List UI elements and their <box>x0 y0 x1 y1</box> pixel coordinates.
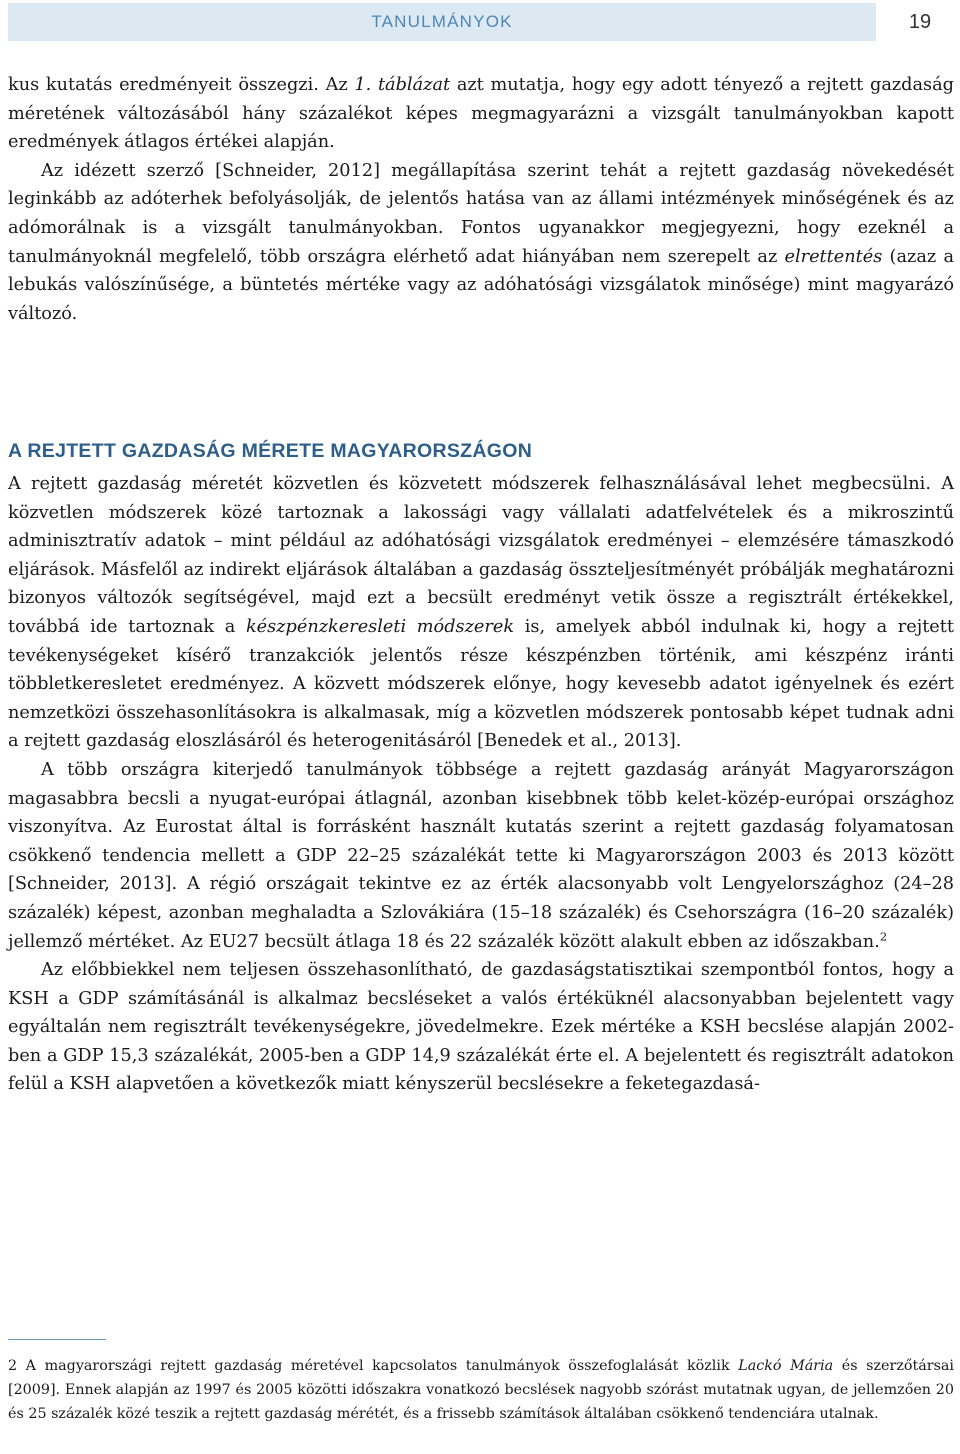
italic-term: készpénzkeresleti módszerek <box>245 616 515 637</box>
paragraph: Az idézett szerző [Schneider, 2012] megállapítása szerint tehát a rejtett gazdaság növekedését leginkább az adóterhek befolyásolják, de jelentős hatása van az állami intézmények minőségének és az adómorálnak is a vizsgált tanulmányokban. Fontos ugyanakkor megjegyezni, hogy ezeknél a tanulmányoknál megfelelő, több országra elérhető adat hiányában nem szerepelt az elrettentés (azaz a lebukás valószínűsége, a büntetés mértéke vagy az adóhatósági vizsgálatok minősége) mint magyarázó változó. <box>8 160 954 324</box>
italic-term: elrettentés <box>784 246 883 267</box>
paragraph: A rejtett gazdaság méretét közvetlen és közvetett módszerek felhasználásával lehet megbecsülni. A közvetlen módszerek közé tartoznak a lakossági vagy vállalati adatfelvételek és a mikroszintű adminisztratív adatok – mint például az adóhatósági vizsgálatok eredményei – elemzésére támaszkodó eljárások. Másfelől az indirekt eljárások általában a gazdaság összteljesítményét próbálják meghatározni bizonyos változók segítségével, majd ezt a becsült eredményt vetik össze a regisztrált értékekkel, továbbá ide tartoznak a készpénzkeresleti módszerek is, amelyek abból indulnak ki, hogy a rejtett tevékenységeket kísérő tranzakciók jelentős része készpénzben történik, ami készpénz iránti többletkeresletet eredményez. A közvett módszerek előnye, hogy kevesebb adatot igényelnek és ezért nemzetközi összehasonlításokra is alkalmasak, míg a közvetlen módszerek pontosabb képet tudnak adni a rejtett gazdaság eloszlásáról és heterogenitásáról [Benedek et al., 2013]. <box>8 474 954 752</box>
page-number: 19 <box>908 10 932 33</box>
body-text-block-2 <box>8 470 954 1099</box>
paragraph: A több országra kiterjedő tanulmányok többsége a rejtett gazdaság arányát Magyarországon magasabbra becsli a nyugat-európai átlagnál, azonban kisebbnek több kelet-közép-európai országhoz viszonyítva. Az Eurostat által is forrásként használt kutatás szerint a rejtett gazdaság folyamatosan csökkenő tendencia mellett a GDP 22–25 százalékát tette ki Magyarországon 2003 és 2013 között [Schneider, 2013]. A régió országait tekintve ez az érték alacsonyabb volt Lengyelországhoz (24–28 százalék) képest, azonban meghaladta a Szlovákiára (15–18 százalék) és Csehországra (16–20 százalék) jellemző mértéket. Az EU27 becsült átlaga 18 és 22 százalék között alakult ebben az időszakban.$^2$ <box>8 759 954 952</box>
running-header-title: TANULMÁNYOK <box>371 12 513 31</box>
body-text-block-1 <box>8 71 954 328</box>
footnote-marker[interactable]: 2 <box>879 929 888 944</box>
footnote-divider <box>8 1339 106 1340</box>
paragraph: Az előbbiekkel nem teljesen összehasonlítható, de gazdaságstatisztikai szempontból fontos, hogy a KSH a GDP számításánál is alkalmaz becsléseket a valós értéküknél alacsonyabban bejelentett vagy egyáltalán nem regisztrált tevékenységekre, jövedelmekre. Ezek mértéke a KSH becslése alapján 2002-ben a GDP 15,3 százalékát, 2005-ben a GDP 14,9 százalékát érte el. A bejelentett és regisztrált adatokon felül a KSH alapvetően a következők miatt kényszerül becslésekre a feketegazdasá- <box>8 960 954 1095</box>
section-heading: A REJTETT GAZDASÁG MÉRETE MAGYARORSZÁGON <box>8 440 533 462</box>
running-header <box>8 3 876 41</box>
footnote-text: 2 A magyarországi rejtett gazdaság méretével kapcsolatos tanulmányok összefoglalását közlik Lackó Mária és szerzőtársai [2009]. Ennek alapján az 1997 és 2005 közötti időszakra vonatkozó becslések nagyobb szórást mutatnak ugyan, de jellemzően 20 és 25 százalék közé teszik a rejtett gazdaság mérétét, és a frissebb számítások általában csökkenő tendenciára utalnak. <box>8 1358 955 1422</box>
author-name: Lackó Mária <box>738 1358 834 1374</box>
footnote <box>8 1354 954 1426</box>
paragraph-continued: kus kutatás eredményeit összegzi. Az 1. táblázat azt mutatja, hogy egy adott tényező a rejtett gazdaság méretének változásából hány százalékot képes megmagyarázni a vizsgált tanulmányokban kapott eredmények átlagos értékei alapján. <box>8 75 954 153</box>
table-reference: 1. táblázat <box>354 75 451 95</box>
